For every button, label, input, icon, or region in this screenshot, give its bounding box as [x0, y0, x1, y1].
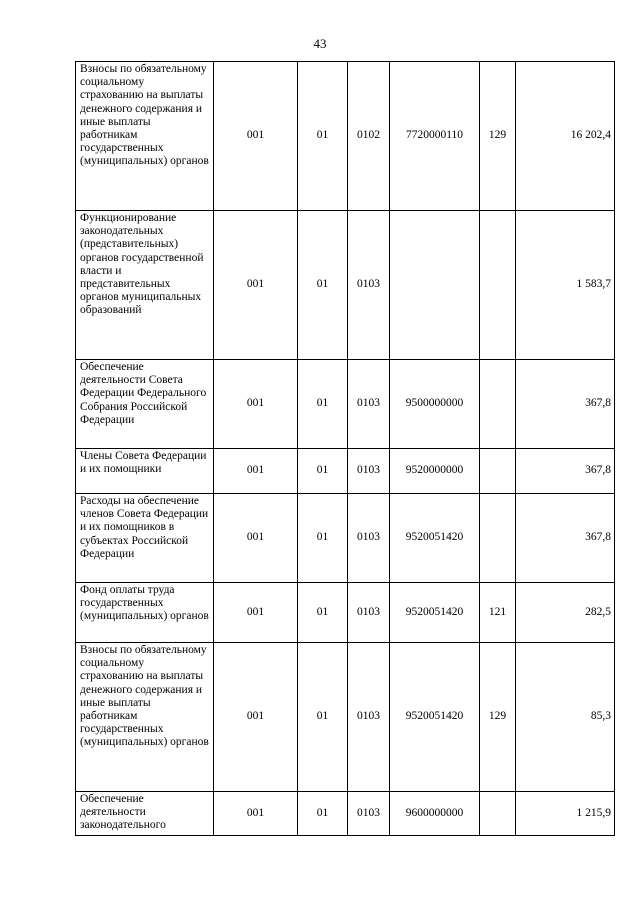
row-target-article-code: 9520051420 [390, 643, 480, 792]
row-section-code: 01 [298, 494, 348, 583]
row-target-article-code: 9600000000 [390, 792, 480, 836]
table-row [76, 792, 615, 836]
row-name: Обеспечение деятельности законодательного [76, 792, 214, 836]
row-subsection-code: 0102 [348, 62, 390, 211]
table-row [76, 583, 615, 643]
row-amount: 1 215,9 [516, 792, 615, 836]
row-section-code: 01 [298, 62, 348, 211]
row-section-code: 01 [298, 360, 348, 449]
row-grbs-code: 001 [214, 211, 298, 360]
row-subsection-code: 0103 [348, 643, 390, 792]
row-name: Члены Совета Федерации и их помощники [76, 449, 214, 494]
budget-table [75, 61, 615, 836]
row-name: Взносы по обязательному социальному страхованию на выплаты денежного содержания и иные выплаты работникам государственных (муниципальных) органов [76, 643, 214, 792]
table-row [76, 643, 615, 792]
row-target-article-code [390, 211, 480, 360]
row-grbs-code: 001 [214, 643, 298, 792]
row-target-article-code: 9500000000 [390, 360, 480, 449]
row-expense-type-code [480, 494, 516, 583]
row-name: Расходы на обеспечение членов Совета Федерации и их помощников в субъектах Российской Федерации [76, 494, 214, 583]
row-amount: 1 583,7 [516, 211, 615, 360]
row-amount: 16 202,4 [516, 62, 615, 211]
row-grbs-code: 001 [214, 360, 298, 449]
row-section-code: 01 [298, 792, 348, 836]
row-subsection-code: 0103 [348, 211, 390, 360]
row-target-article-code: 9520051420 [390, 494, 480, 583]
row-subsection-code: 0103 [348, 449, 390, 494]
table-row [76, 494, 615, 583]
row-name: Функционирование законодательных (представительных) органов государственной власти и представительных органов муниципальных образований [76, 211, 214, 360]
row-section-code: 01 [298, 449, 348, 494]
row-grbs-code: 001 [214, 449, 298, 494]
row-section-code: 01 [298, 211, 348, 360]
row-grbs-code: 001 [214, 792, 298, 836]
row-expense-type-code: 129 [480, 643, 516, 792]
table-row [76, 449, 615, 494]
row-target-article-code: 9520051420 [390, 583, 480, 643]
page-number: 43 [313, 36, 327, 51]
row-subsection-code: 0103 [348, 494, 390, 583]
row-amount: 367,8 [516, 494, 615, 583]
row-amount: 282,5 [516, 583, 615, 643]
row-name: Обеспечение деятельности Совета Федерации Федерального Собрания Российской Федерации [76, 360, 214, 449]
row-grbs-code: 001 [214, 583, 298, 643]
row-expense-type-code [480, 211, 516, 360]
row-expense-type-code [480, 449, 516, 494]
row-subsection-code: 0103 [348, 583, 390, 643]
row-section-code: 01 [298, 583, 348, 643]
row-expense-type-code [480, 360, 516, 449]
row-section-code: 01 [298, 643, 348, 792]
table-row [76, 62, 615, 211]
row-target-article-code: 9520000000 [390, 449, 480, 494]
table-row [76, 360, 615, 449]
row-subsection-code: 0103 [348, 792, 390, 836]
row-expense-type-code [480, 792, 516, 836]
row-amount: 367,8 [516, 360, 615, 449]
row-amount: 367,8 [516, 449, 615, 494]
row-grbs-code: 001 [214, 494, 298, 583]
row-grbs-code: 001 [214, 62, 298, 211]
row-name: Взносы по обязательному социальному страхованию на выплаты денежного содержания и иные выплаты работникам государственных (муниципальных) органов [76, 62, 214, 211]
row-subsection-code: 0103 [348, 360, 390, 449]
row-expense-type-code: 129 [480, 62, 516, 211]
row-expense-type-code: 121 [480, 583, 516, 643]
table-row [76, 211, 615, 360]
row-name: Фонд оплаты труда государственных (муниципальных) органов [76, 583, 214, 643]
row-amount: 85,3 [516, 643, 615, 792]
row-target-article-code: 7720000110 [390, 62, 480, 211]
